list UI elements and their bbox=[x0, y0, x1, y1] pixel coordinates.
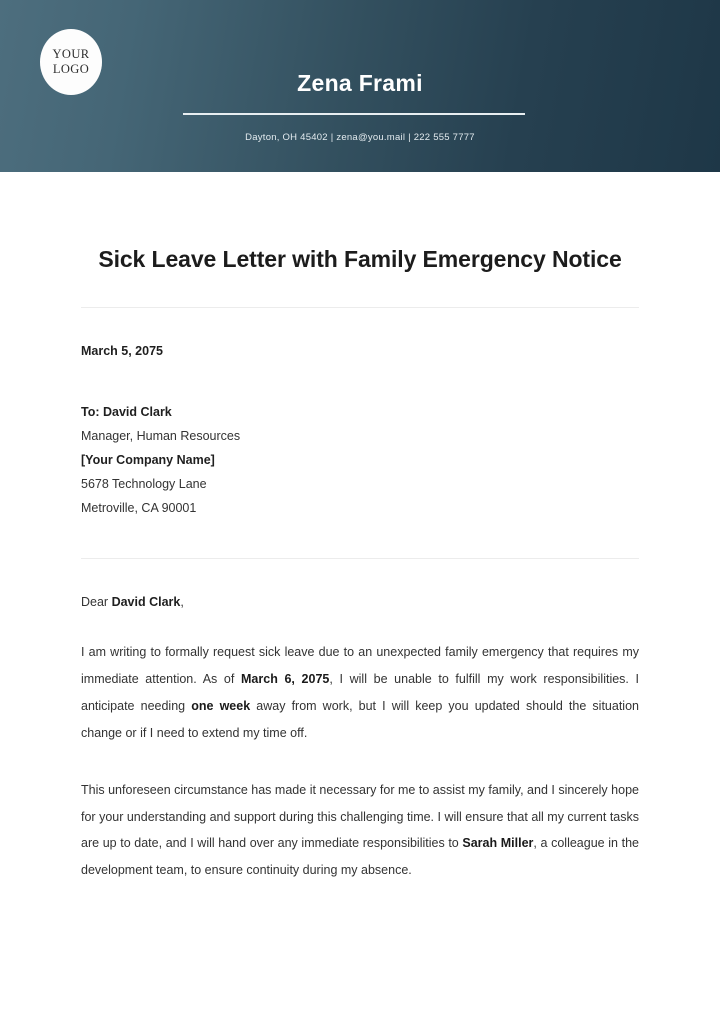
sender-contact-line: Dayton, OH 45402 | zena@you.mail | 222 555 7777 bbox=[245, 132, 475, 143]
page-title: Sick Leave Letter with Family Emergency Notice bbox=[98, 246, 622, 272]
recipient-company: [Your Company Name] bbox=[81, 452, 215, 467]
body-paragraph-1 bbox=[81, 639, 639, 747]
logo-line-2: LOGO bbox=[52, 62, 90, 76]
body-paragraph-2 bbox=[81, 777, 639, 885]
paragraph-2-segment-1: This unforeseen circumstance has made it necessary for me to assist my family, and I sincerely hope for your understanding and support during this challenging time. I will ensure that all my current tasks are up to date, and I will hand over any immediate responsibilities to bbox=[81, 782, 639, 851]
paragraph-2-bold-colleague: Sarah Miller bbox=[462, 836, 534, 851]
paragraph-1-bold-duration: one week bbox=[191, 698, 251, 713]
sender-name: Zena Frami bbox=[297, 70, 423, 96]
paragraph-1-segment-2: , I will be unable to fulfill my work responsibilities. I anticipate needing bbox=[81, 672, 640, 713]
salutation-name: David Clark bbox=[111, 595, 181, 610]
paragraph-1-segment-1: I am writing to formally request sick leave due to an unexpected family emergency that requires my immediate attention. As of bbox=[81, 645, 639, 687]
paragraph-1-segment-3: away from work, but I will keep you updated should the situation change or if I need to extend my time off. bbox=[81, 698, 639, 740]
divider-below-title bbox=[81, 307, 639, 308]
salutation-prefix: Dear bbox=[81, 595, 112, 610]
paragraph-1-bold-date: March 6, 2075 bbox=[241, 672, 330, 687]
recipient-address-block bbox=[81, 400, 639, 521]
paragraph-2-segment-2: , a colleague in the development team, to ensure continuity during my absence. bbox=[81, 836, 639, 878]
letter-date: March 5, 2075 bbox=[81, 343, 163, 358]
salutation-suffix: , bbox=[180, 595, 184, 610]
salutation bbox=[81, 595, 639, 609]
letterhead-header bbox=[0, 0, 720, 172]
header-divider-rule bbox=[183, 113, 525, 115]
logo-line-1: YOUR bbox=[52, 47, 90, 62]
recipient-street: 5678 Technology Lane bbox=[81, 476, 207, 491]
letter-body bbox=[0, 172, 720, 884]
recipient-city-state-zip: Metroville, CA 90001 bbox=[81, 501, 197, 516]
divider-above-salutation bbox=[81, 558, 639, 559]
recipient-to-line: To: David Clark bbox=[81, 404, 172, 419]
recipient-role: Manager, Human Resources bbox=[81, 428, 241, 443]
